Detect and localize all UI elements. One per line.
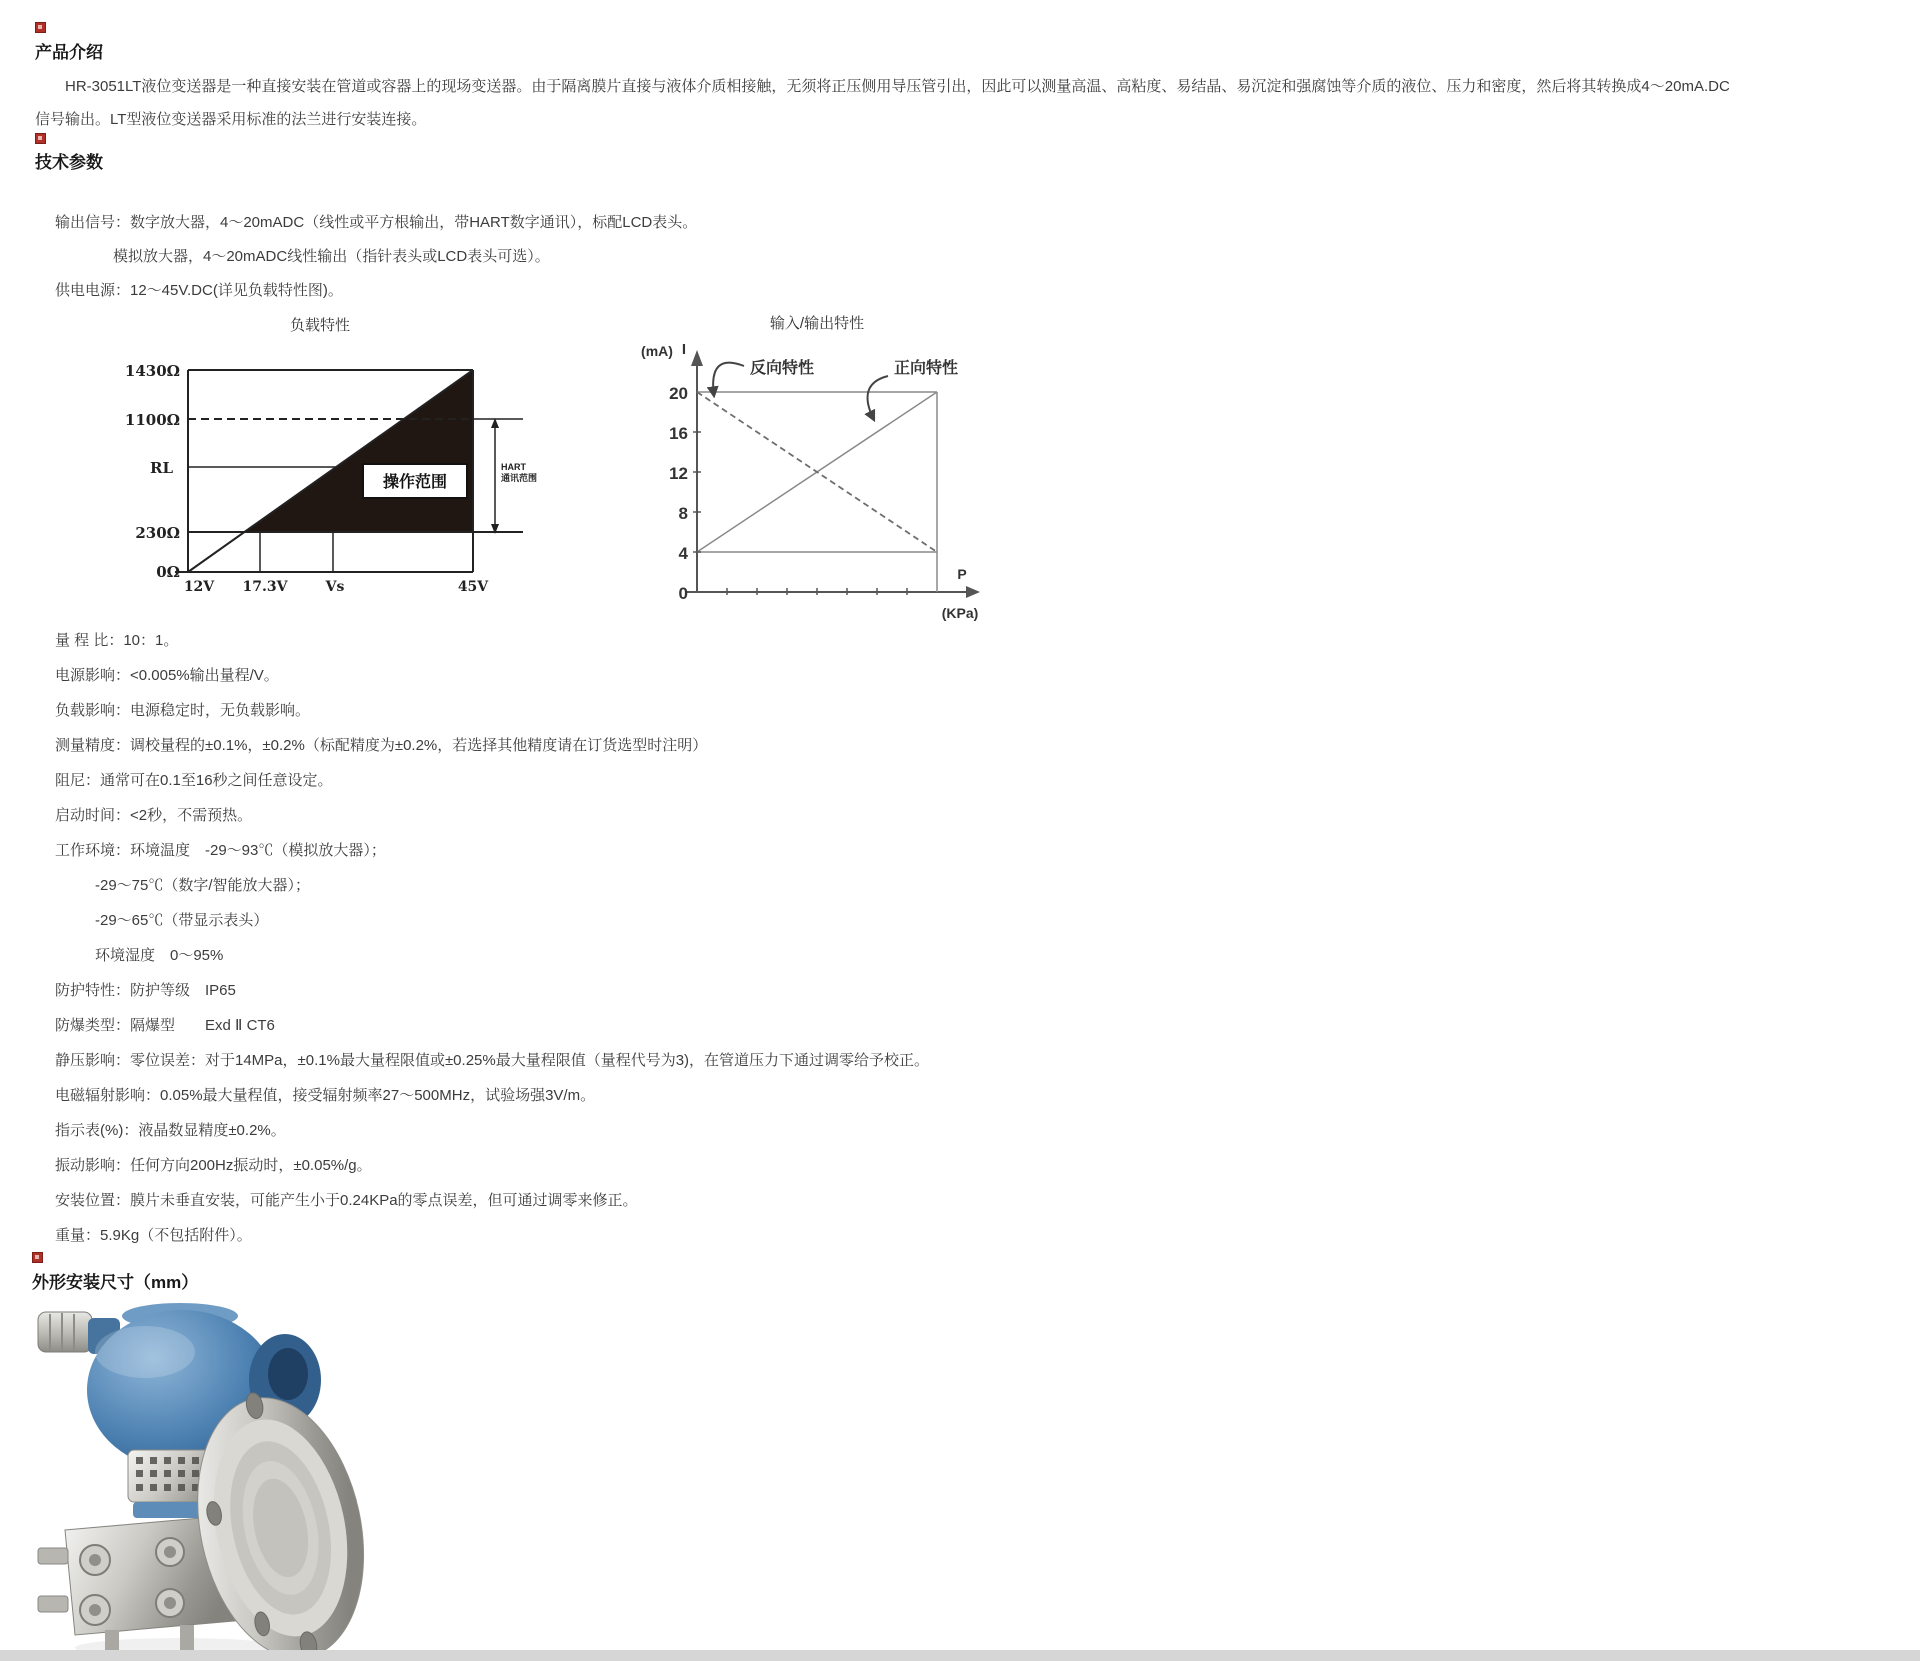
spec-line: 测量精度：调校量程的±0.1%，±0.2%（标配精度为±0.2%，若选择其他精度请在订货选型时注明） [55,737,708,754]
spec-line: 量 程 比：10：1。 [55,632,179,649]
spec-line: 输出信号：数字放大器，4～20mADC（线性或平方根输出，带HART数字通讯），标配LCD表头。 [55,214,698,231]
intro-line-1: HR-3051LT液位变送器是一种直接安装在管道或容器上的现场变送器。由于隔离膜片直接与液体介质相接触，无须将正压侧用导压管引出，因此可以测量高温、高粘度、易结晶、易沉淀和强腐蚀等介质的液位、压力和密度，然后将其转换成4～20mA.DC [35,78,1730,95]
load-characteristic-chart [95,312,545,602]
page-bottom-strip [0,1650,1920,1661]
section-title-tech: 技术参数 [35,153,103,172]
ytick-230: 230Ω [135,524,180,542]
tech-spec-list-bottom [35,623,1910,1253]
red-bullet-icon [35,133,46,144]
hart-label-line2: 通讯范围 [501,473,538,483]
intro-paragraph [35,70,1910,136]
spec-line: 电磁辐射影响：0.05%最大量程值，接受辐射频率27～500MHz，试验场强3V/m。 [55,1087,596,1104]
manifold-stub [38,1596,68,1612]
housing-highlight [95,1326,195,1378]
forward-annotation: 正向特性 [894,360,959,377]
tech-spec-list-top [35,206,1910,308]
red-bullet-icon [32,1252,43,1263]
ytick-RL: RL [149,459,173,477]
spec-line: 重量：5.9Kg（不包括附件）。 [55,1227,252,1244]
red-bullet-icon [35,22,46,33]
xtick-45v: 45V [457,579,489,595]
chart-title: 负载特性 [289,317,351,334]
spec-line: 环境湿度 0～95% [95,947,224,964]
ytick-16: 16 [669,424,688,443]
spec-line: -29～75℃（数字/智能放大器）； [95,877,311,894]
spec-line: 工作环境：环境温度 -29～93℃（模拟放大器）； [55,842,386,859]
spec-line: -29～65℃（带显示表头） [95,912,269,929]
xtick-vs: Vs [325,579,345,595]
spec-line: 防护特性：防护等级 IP65 [55,982,236,999]
spec-line: 负载影响：电源稳定时，无负载影响。 [55,702,311,719]
spec-line: 振动影响：任何方向200Hz振动时，±0.05%/g。 [55,1157,372,1174]
region-label: 操作范围 [382,474,448,491]
spec-line: 防爆类型：隔爆型 Exd Ⅱ CT6 [55,1017,275,1034]
ytick-20: 20 [669,384,688,403]
reverse-annotation: 反向特性 [750,360,815,377]
ytick-1100: 1100Ω [124,411,180,429]
x-symbol-label: P [957,566,967,582]
y-unit-label: (mA) [641,343,673,359]
spec-line: 电源影响：<0.005%输出量程/V。 [55,667,279,684]
manifold-stub [38,1548,68,1564]
ytick-0: 0Ω [156,563,180,581]
spec-line: 启动时间：<2秒，不需预热。 [55,807,253,824]
spec-line: 指示表(%)：液晶数显精度±0.2%。 [55,1122,286,1139]
xtick-12v: 12V [183,579,215,595]
input-output-chart [560,312,1030,642]
section-title-intro: 产品介绍 [35,43,103,62]
ytick-1430: 1430Ω [124,362,180,380]
housing-end-cap-inner [268,1348,308,1400]
spec-line: 阻尼：通常可在0.1至16秒之间任意设定。 [55,772,333,789]
transmitter-product-photo [30,1300,460,1661]
xtick-17v: 17.3V [242,579,288,595]
intro-line-2: 信号输出。LT型液位变送器采用标准的法兰进行安装连接。 [35,111,427,128]
ytick-12: 12 [669,464,688,483]
conduit-entry [38,1312,92,1352]
x-unit-label: (KPa) [941,605,979,621]
y-symbol-label: I [681,341,687,358]
chart-title: 输入/输出特性 [769,315,865,332]
hart-label-line1: HART [501,462,526,472]
spec-line: 模拟放大器，4～20mADC线性输出（指针表头或LCD表头可选）。 [113,248,550,265]
spec-line: 静压影响：零位误差：对于14MPa，±0.1%最大量程限值或±0.25%最大量程限值（量程代号为3)，在管道压力下通过调零给予校正。 [55,1052,930,1069]
ytick-0: 0 [678,584,688,603]
ytick-4: 4 [678,544,688,563]
spec-line: 安装位置：膜片未垂直安装，可能产生小于0.24KPa的零点误差，但可通过调零来修正。 [55,1192,638,1209]
section-title-dimensions: 外形安装尺寸（mm） [32,1273,199,1292]
ytick-8: 8 [678,504,688,523]
spec-line: 供电电源：12～45V.DC(详见负载特性图)。 [55,282,343,299]
